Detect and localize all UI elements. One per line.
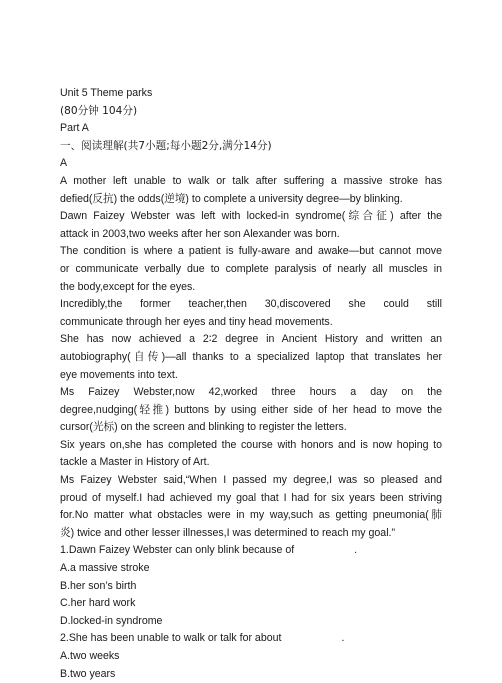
passage-line: autobiography(自传)—all thanks to a specialized laptop that translates her: [60, 350, 442, 363]
question-stem: 1.Dawn Faizey Webster can only blink because of .: [60, 544, 358, 557]
answer-option: A.a massive stroke: [60, 562, 150, 575]
passage-line: The condition is where a patient is fully-aware and awake—but cannot move: [60, 245, 442, 258]
time-score: (80分钟 104分): [60, 104, 138, 117]
passage-line: degree,nudging(轻推) buttons by using either side of her head to move the: [60, 403, 442, 416]
passage-text: [60, 173, 442, 542]
passage-line: for.No matter what obstacles were in my way,such as getting pneumonia(肺: [60, 509, 442, 522]
passage-line: tackle a Master in History of Art.: [60, 456, 210, 469]
passage-line: Ms Faizey Webster said,“When I passed my degree,I was so pleased and: [60, 474, 442, 487]
answer-blank: [294, 552, 354, 553]
answer-option: A.two weeks: [60, 650, 120, 662]
passage-line: cursor(光标) on the screen and blinking to register the letters.: [60, 421, 347, 434]
passage-line: Ms Faizey Webster,now 42,worked three hours a day on the: [60, 386, 442, 399]
passage-line: Dawn Faizey Webster was left with locked-in syndrome(综合征) after the: [60, 210, 442, 223]
answer-option: D.locked-in syndrome: [60, 614, 163, 627]
passage-line: Six years on,she has completed the course with honors and is now hoping to: [60, 438, 442, 451]
part-label: Part A: [60, 122, 89, 135]
passage-letter: A: [60, 157, 68, 170]
answer-option: C.her hard work: [60, 597, 136, 610]
passage-line: attack in 2003,two weeks after her son Alexander was born.: [60, 227, 340, 240]
passage-line: Incredibly,the former teacher,then 30,discovered she could still: [60, 298, 442, 311]
passage-line: eye movements into text.: [60, 368, 178, 381]
passage-line: She has now achieved a 2∶2 degree in Ancient History and written an: [60, 333, 442, 346]
passage-line: proud of myself.I had achieved my goal that I had for six years been striving: [60, 491, 442, 504]
answer-option: B.two years: [60, 667, 116, 680]
passage-line: communicate through her eyes and tiny head movements.: [60, 315, 333, 328]
passage-line: A mother left unable to walk or talk after suffering a massive stroke has: [60, 174, 442, 187]
unit-title: Unit 5 Theme parks: [60, 87, 153, 99]
passage-line: the body,except for the eyes.: [60, 280, 196, 293]
answer-blank: [281, 640, 341, 641]
question-stem: 2.She has been unable to walk or talk for about .: [60, 632, 345, 645]
question-list: [60, 542, 442, 683]
section-heading: 一、阅读理解(共7小题;每小题2分,满分14分): [60, 139, 272, 152]
passage-line: or communicate verbally due to complete paralysis of nearly all muscles in: [60, 262, 442, 275]
passage-line: defied(反抗) the odds(逆境) to complete a university degree—by blinking.: [60, 192, 403, 205]
passage-line: 炎) twice and other lesser illnesses,I was determined to reach my goal.”: [60, 526, 396, 539]
answer-option: B.her son’s birth: [60, 579, 137, 592]
